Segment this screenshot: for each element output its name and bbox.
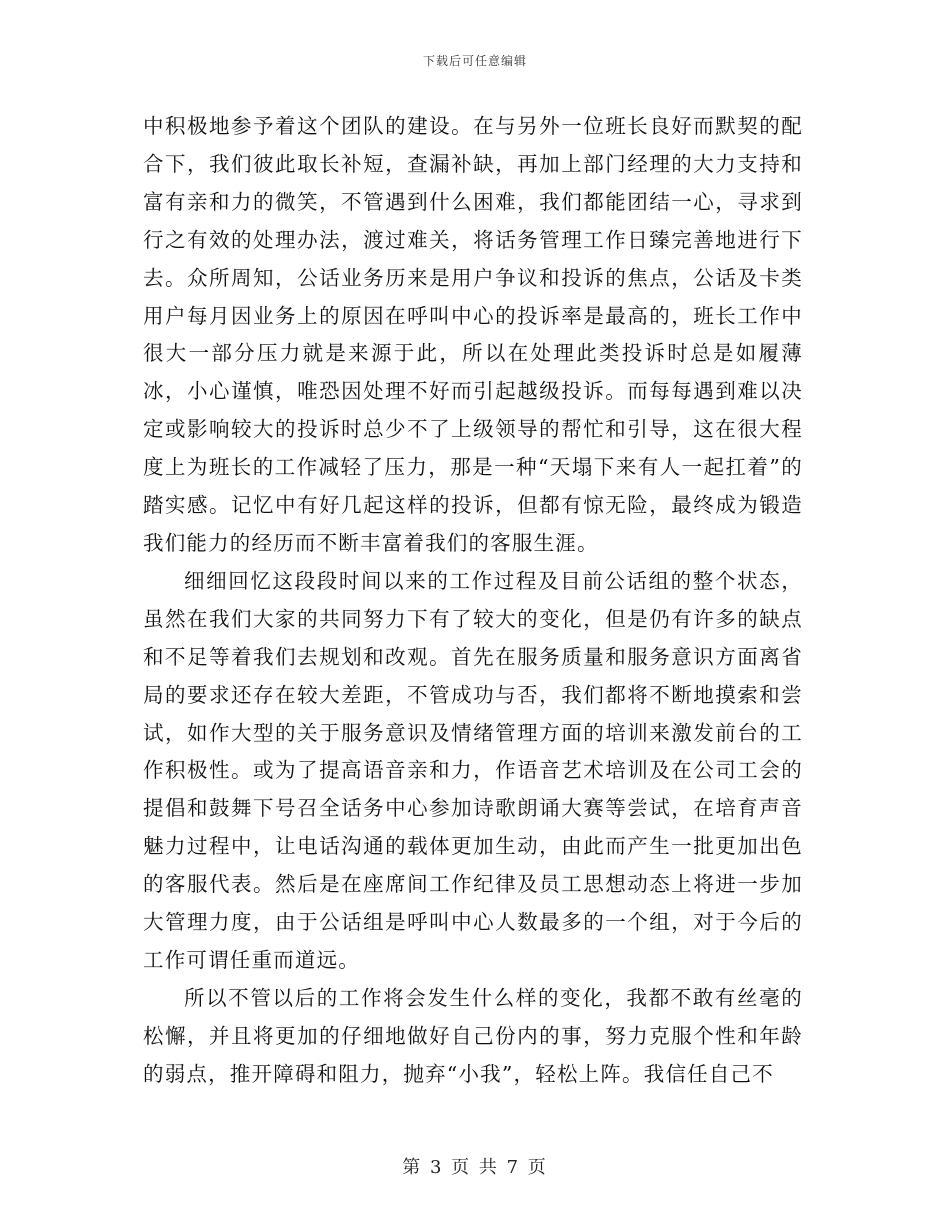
document-body bbox=[143, 108, 803, 1094]
body-paragraph-2: 细细回忆这段段时间以来的工作过程及目前公话组的整个状态，虽然在我们大家的共同努力下有了较大的变化，但是仍有许多的缺点和不足等着我们去规划和改观。首先在服务质量和服务意识方面离省局的要求还存在较大差距，不管成功与否，我们都将不断地摸索和尝试，如作大型的关于服务意识及情绪管理方面的培训来激发前台的工作积极性。或为了提高语音亲和力，作语音艺术培训及在公司工会的提倡和鼓舞下号召全话务中心参加诗歌朗诵大赛等尝试，在培育声音魅力过程中，让电话沟通的载体更加生动，由此而产生一批更加出色的客服代表。然后是在座席间工作纪律及员工思想动态上将进一步加大管理力度，由于公话组是呼叫中心人数最多的一个组，对于今后的工作可谓任重而道远。 bbox=[143, 568, 803, 972]
page-header-note: 下载后可任意编辑 bbox=[422, 54, 527, 68]
body-paragraph-1: 中积极地参予着这个团队的建设。在与另外一位班长良好而默契的配合下，我们彼此取长补短，查漏补缺，再加上部门经理的大力支持和富有亲和力的微笑，不管遇到什么困难，我们都能团结一心，寻求到行之有效的处理办法，渡过难关，将话务管理工作日臻完善地进行下去。众所周知，公话业务历来是用户争议和投诉的焦点，公话及卡类用户每月因业务上的原因在呼叫中心的投诉率是最高的，班长工作中很大一部分压力就是来源于此，所以在处理此类投诉时总是如履薄冰，小心谨慎，唯恐因处理不好而引起越级投诉。而每每遇到难以决定或影响较大的投诉时总少不了上级领导的帮忙和引导，这在很大程度上为班长的工作减轻了压力，那是一种“天塌下来有人一起扛着”的踏实感。记忆中有好几起这样的投诉，但都有惊无险，最终成为锻造我们能力的经历而不断丰富着我们的客服生涯。 bbox=[143, 114, 803, 555]
page-number: 第 3 页 共 7 页 bbox=[402, 1157, 548, 1178]
body-paragraph-3: 所以不管以后的工作将会发生什么样的变化，我都不敢有丝毫的松懈，并且将更加的仔细地做好自己份内的事，努力克服个性和年龄的弱点，推开障碍和阻力，抛弃“小我”，轻松上阵。我信任自己不 bbox=[143, 985, 803, 1086]
